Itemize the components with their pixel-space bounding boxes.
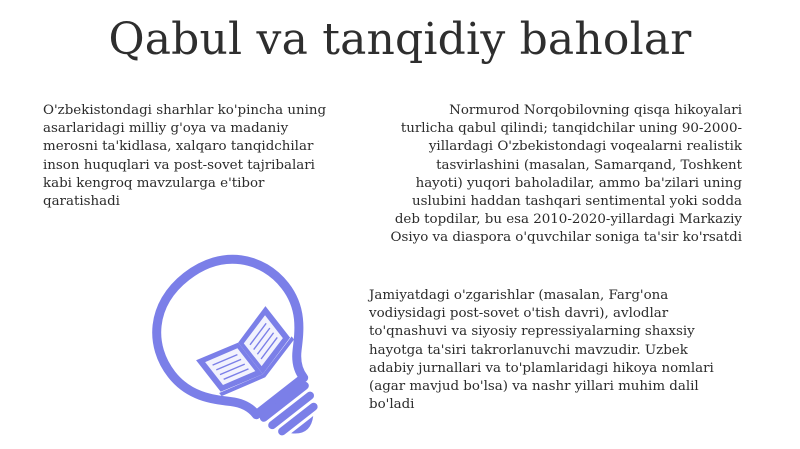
lightbulb-with-book-icon <box>150 250 330 440</box>
paragraph-bottom: Jamiyatdagi o'zgarishlar (masalan, Farg'ona vodiysidagi post-sovet o'tish davri), avlodlar to'qnashuvi va siyosiy repressiyalarning shaxsiy hayotga ta'siri takrorlanuvchi mavzudir. Uzbek adabiy jurnallari va to'plamlaridagi hikoya nomlari (agar mavjud bo'lsa) va nashr yillari muhim dalil bo'ladi <box>369 288 714 413</box>
paragraph-right: Normurod Norqobilovning qisqa hikoyalari turlicha qabul qilindi; tanqidchilar uning 90-2000- yillardagi O'zbekistondagi voqealarni realistik tasvirlashini (masalan, Samarqand, Toshkent hayoti) yuqori baholadilar, ammo ba'zilari uning uslubini haddan tashqari sentimental yoki sodda deb topdilar, bu esa 2010-2020-yillardagi Markaziy Osiyo va diaspora o'quvchilar soniga ta'sir ko'rsatdi <box>390 103 742 246</box>
paragraph-left: O'zbekistondagi sharhlar ko'pincha uning asarlaridagi milliy g'oya va madaniy merosni ta'kidlasa, xalqaro tanqidchilar inson huquqlari va post-sovet tajribalari kabi kengroq mavzularga e'tibor qaratishadi <box>43 103 327 210</box>
slide-title: Qabul va tanqidiy baholar <box>108 14 692 65</box>
